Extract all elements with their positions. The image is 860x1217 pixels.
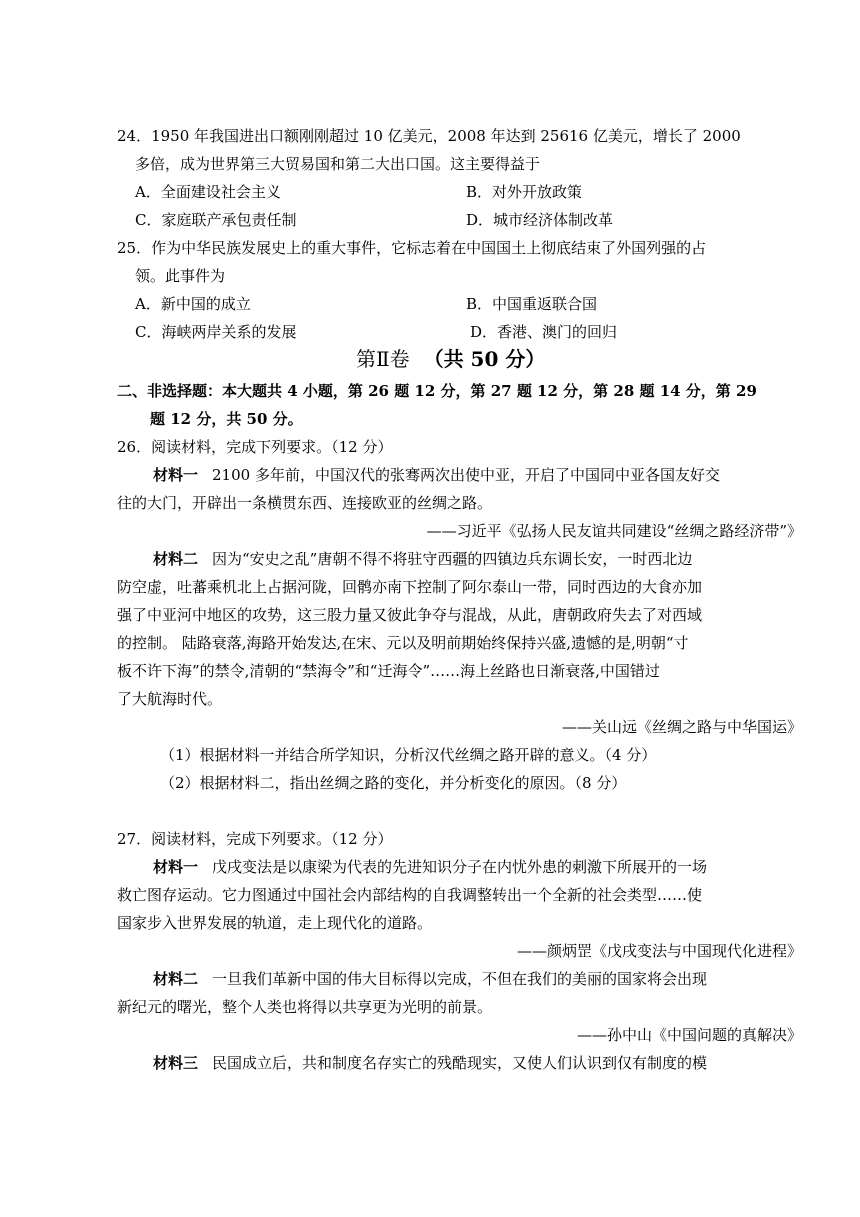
q27-intro: 27．阅读材料，完成下列要求。（12 分） — [117, 830, 393, 848]
q26-task-1: （1）根据材料一并结合所学知识，分析汉代丝绸之路开辟的意义。（4 分） — [160, 746, 657, 764]
q25-option-b: B．中国重返联合国 — [466, 295, 598, 313]
q26-material1-source: ——习近平《弘扬人民友谊共同建设“丝绸之路经济带”》 — [426, 522, 802, 540]
q27-material3-label: 材料三 — [153, 1054, 199, 1072]
q26-material2-text-2: 防空虚，吐蕃乘机北上占据河陇，回鹘亦南下控制了阿尔泰山一带，同时西边的大食亦加 — [117, 578, 703, 596]
q24-stem-cont: 多倍，成为世界第三大贸易国和第二大出口国。这主要得益于 — [135, 155, 541, 173]
q26-material1-text: 2100 多年前，中国汉代的张骞两次出使中亚，开启了中国同中亚各国友好交 — [212, 466, 720, 484]
q27-material2-text-2: 新纪元的曙光，整个人类也将得以共享更为光明的前景。 — [117, 998, 493, 1016]
q26-material2-text-4: 的控制。 陆路衰落,海路开始发达,在宋、元以及明前期始终保持兴盛,遗憾的是,明朝“寸 — [117, 634, 689, 652]
q27-material2-source: ——孙中山《中国问题的真解决》 — [576, 1026, 802, 1044]
q27-material3-line — [153, 1053, 707, 1073]
q27-material2-line — [153, 969, 707, 989]
q27-material1-text-3: 国家步入世界发展的轨道，走上现代化的道路。 — [117, 914, 433, 932]
section-title-score: （共 50 分） — [423, 347, 546, 371]
q24-stem: 24．1950 年我国进出口额刚刚超过 10 亿美元，2008 年达到 25616 亿美元，增长了 2000 — [117, 127, 741, 145]
q26-material2-text-3: 强了中亚河中地区的攻势，这三股力量又彼此争夺与混战，从此，唐朝政府失去了对西域 — [117, 606, 703, 624]
q27-material1-label: 材料一 — [153, 858, 199, 876]
q25-stem-cont: 领。此事件为 — [135, 267, 226, 285]
q26-material2-text-6: 了大航海时代。 — [117, 690, 223, 708]
q26-material2-text-5: 板不许下海”的禁令,清朝的“禁海令”和“迁海令”……海上丝路也日渐衰落,中国错过 — [117, 662, 660, 680]
q26-material2-source: ——关山远《丝绸之路与中华国运》 — [561, 718, 802, 736]
q27-material2-text: 一旦我们革新中国的伟大目标得以完成，不但在我们的美丽的国家将会出现 — [212, 970, 708, 988]
q24-option-b: B．对外开放政策 — [466, 183, 583, 201]
q27-material2-label: 材料二 — [153, 970, 199, 988]
q27-material1-text: 戊戌变法是以康梁为代表的先进知识分子在内忧外患的刺激下所展开的一场 — [212, 858, 708, 876]
q24-option-c: C．家庭联产承包责任制 — [135, 211, 297, 229]
q26-material2-label: 材料二 — [153, 550, 199, 568]
q26-material1-line — [153, 465, 720, 485]
section-title — [356, 346, 545, 372]
q26-material1-label: 材料一 — [153, 466, 199, 484]
q27-material1-line — [153, 857, 707, 877]
q27-material3-text: 民国成立后，共和制度名存实亡的残酷现实，又使人们认识到仅有制度的模 — [212, 1054, 708, 1072]
q25-option-a: A．新中国的成立 — [135, 295, 251, 313]
section-instructions: 二、非选择题：本大题共 4 小题，第 26 题 12 分，第 27 题 12 分，第 28 题 14 分，第 29 — [117, 382, 757, 400]
q24-option-d: D．城市经济体制改革 — [466, 211, 614, 229]
q26-intro: 26．阅读材料，完成下列要求。（12 分） — [117, 438, 393, 456]
q27-material1-source: ——颜炳罡《戊戌变法与中国现代化进程》 — [516, 942, 802, 960]
section-title-label: 第Ⅱ卷 — [356, 347, 410, 371]
q26-task-2: （2）根据材料二，指出丝绸之路的变化，并分析变化的原因。（8 分） — [160, 774, 627, 792]
q26-material2-text: 因为“安史之乱”唐朝不得不将驻守西疆的四镇边兵东调长安，一时西北边 — [212, 550, 693, 568]
q25-stem: 25．作为中华民族发展史上的重大事件，它标志着在中国国土上彻底结束了外国列强的占 — [117, 239, 707, 257]
q26-material2-line — [153, 549, 692, 569]
q27-material1-text-2: 救亡图存运动。它力图通过中国社会内部结构的自我调整转出一个全新的社会类型……使 — [117, 886, 703, 904]
section-instructions-cont: 题 12 分，共 50 分。 — [150, 410, 303, 428]
q24-option-a: A．全面建设社会主义 — [135, 183, 281, 201]
q25-option-d: D．香港、澳门的回归 — [470, 323, 618, 341]
q25-option-c: C．海峡两岸关系的发展 — [135, 323, 297, 341]
q26-material1-text-cont: 往的大门，开辟出一条横贯东西、连接欧亚的丝绸之路。 — [117, 494, 493, 512]
